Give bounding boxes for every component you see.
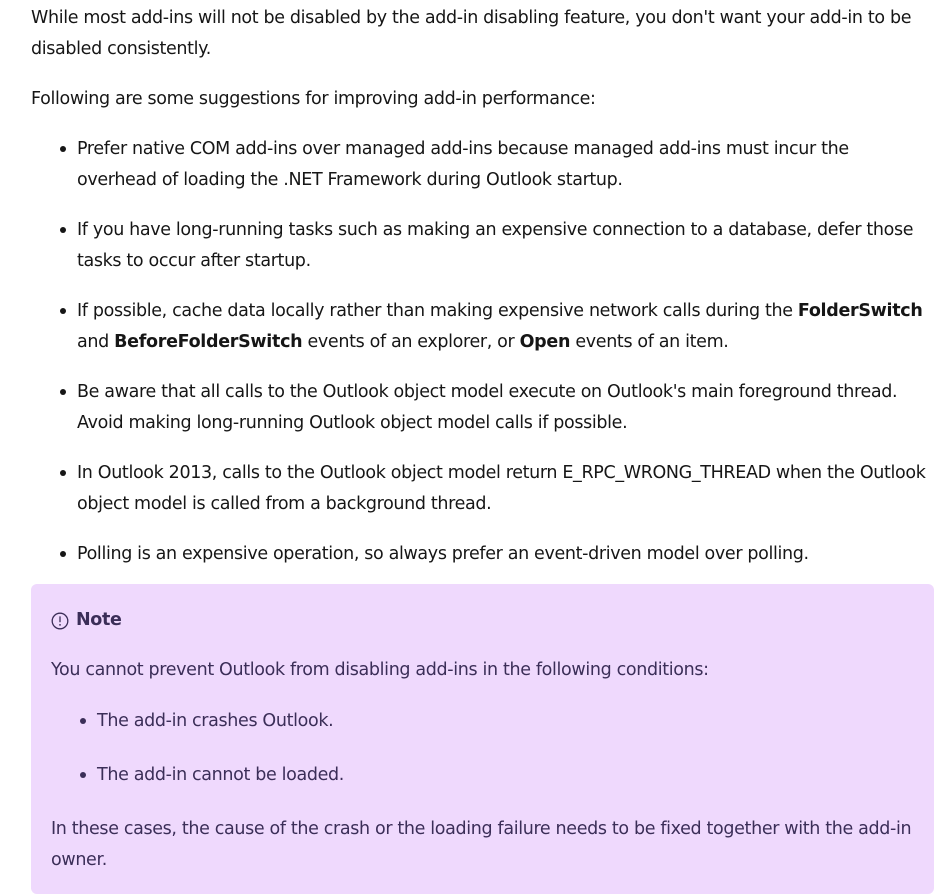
event-name-open: Open (519, 332, 571, 352)
event-name-folderswitch: FolderSwitch (797, 301, 923, 321)
list-item-text: events of an item. (570, 332, 729, 352)
list-item-text: The add-in crashes Outlook. (97, 711, 334, 731)
bullet-icon (60, 308, 66, 314)
bullet-icon (60, 227, 66, 233)
bullet-icon (60, 551, 66, 557)
list-item (77, 215, 940, 277)
bullet-icon (80, 772, 86, 778)
list-item-text: In Outlook 2013, calls to the Outlook object model return E_RPC_WRONG_THREAD when the Outlook object model is called from a background thread. (77, 463, 926, 514)
list-item (77, 296, 940, 358)
list-item-text: Prefer native COM add-ins over managed add-ins because managed add-ins must incur the overhead of loading the .NET Framework during Outlook startup. (77, 139, 849, 190)
event-name-beforefolderswitch: BeforeFolderSwitch (114, 332, 303, 352)
list-item (77, 134, 940, 196)
list-item (77, 539, 940, 570)
list-item (77, 458, 940, 520)
suggestions-list (31, 134, 940, 570)
conditions-list (51, 706, 914, 791)
note-callout (31, 584, 934, 894)
list-item-text: The add-in cannot be loaded. (97, 765, 345, 785)
note-title: Note (76, 610, 122, 630)
list-item-text: If possible, cache data locally rather than making expensive network calls during the (77, 301, 798, 321)
list-item (77, 377, 940, 439)
info-icon (51, 612, 69, 630)
intro-paragraph: While most add-ins will not be disabled by the add-in disabling feature, you don't want your add-in to be disabled consistently. (31, 8, 912, 59)
note-text: You cannot prevent Outlook from disabling add-ins in the following conditions: (51, 660, 709, 680)
bullet-icon (60, 146, 66, 152)
suggestions-lead: Following are some suggestions for improving add-in performance: (31, 89, 596, 109)
list-item-text: and (77, 332, 115, 352)
note-footer: In these cases, the cause of the crash or the loading failure needs to be fixed together with the add-in owner. (51, 819, 912, 870)
note-header (51, 605, 914, 636)
list-item-text: events of an explorer, or (302, 332, 520, 352)
bullet-icon (80, 718, 86, 724)
list-item-text: If you have long-running tasks such as making an expensive connection to a database, defer those tasks to occur after startup. (77, 220, 914, 271)
list-item-text: Be aware that all calls to the Outlook object model execute on Outlook's main foreground thread. Avoid making long-running Outlook object model calls if possible. (77, 382, 898, 433)
list-item-text: Polling is an expensive operation, so always prefer an event-driven model over polling. (77, 544, 809, 564)
bullet-icon (60, 470, 66, 476)
bullet-icon (60, 389, 66, 395)
list-item (97, 706, 914, 737)
list-item (97, 760, 914, 791)
